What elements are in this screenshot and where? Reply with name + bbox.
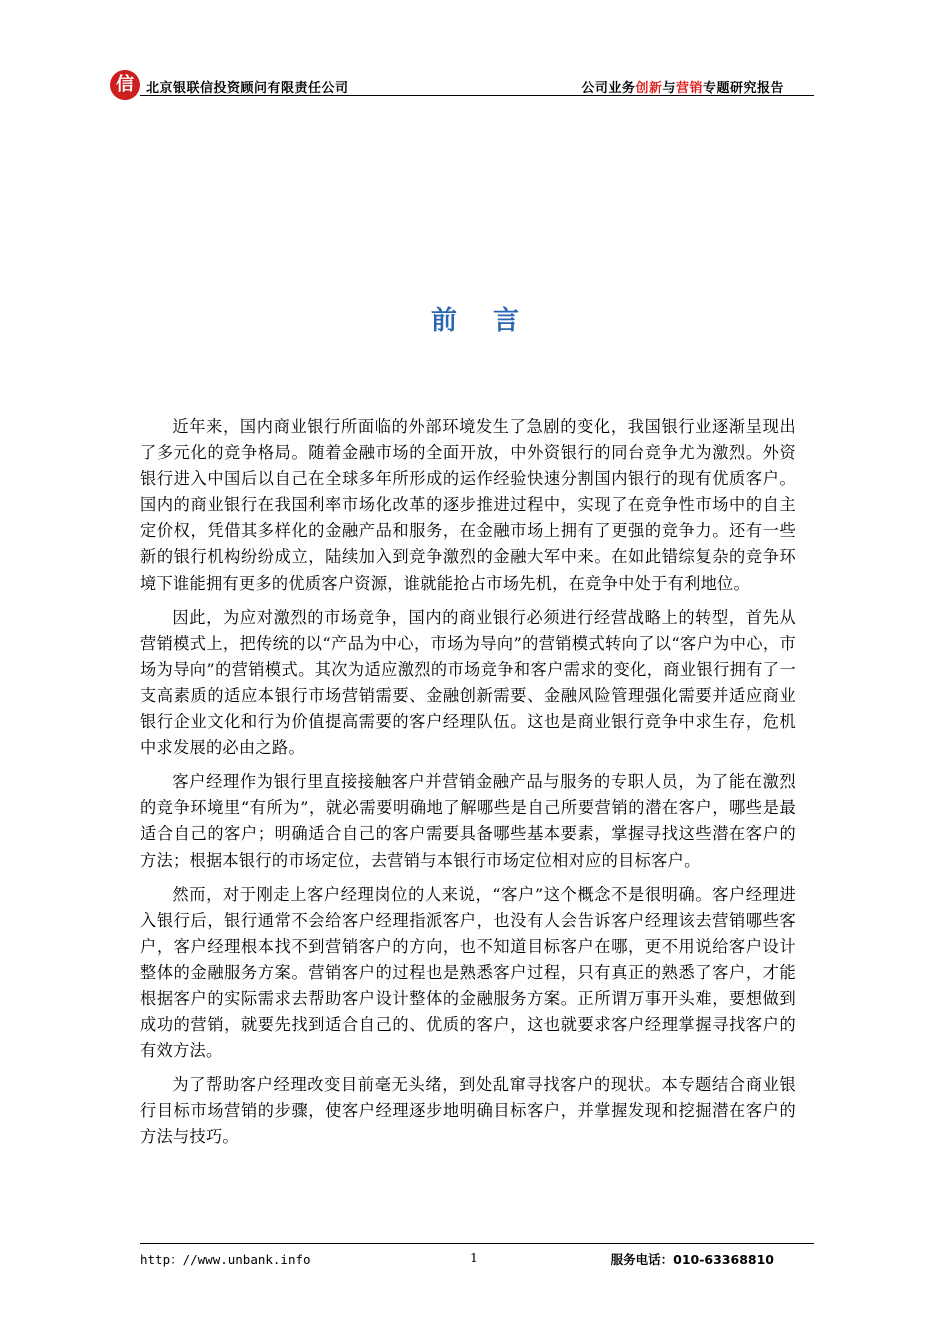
body-text	[140, 414, 796, 1159]
paragraph: 近年来，国内商业银行所面临的外部环境发生了急剧的变化，我国银行业逐渐呈现出了多元化的竞争格局。随着金融市场的全面开放，中外资银行的同台竞争尤为激烈。外资银行进入中国后以自己在全球多年所形成的运作经验快速分割国内银行的现有优质客户。国内的商业银行在我国利率市场化改革的逐步推进过程中，实现了在竞争性市场中的自主定价权，凭借其多样化的金融产品和服务，在金融市场上拥有了更强的竞争力。还有一些新的银行机构纷纷成立，陆续加入到竞争激烈的金融大军中来。在如此错综复杂的竞争环境下谁能拥有更多的优质客户资源，谁就能抢占市场先机，在竞争中处于有利地位。	[140, 417, 796, 593]
report-title	[581, 77, 784, 96]
page-title: 前言	[430, 306, 555, 336]
report-title-part: 专题研究报告	[702, 81, 784, 96]
service-phone: 服务电话：010-63368810	[610, 1252, 774, 1267]
page-number: 1	[470, 1250, 478, 1265]
page-header	[110, 66, 814, 96]
company-logo: 信	[110, 70, 140, 100]
report-title-part: 公司业务	[581, 81, 636, 96]
footer-divider	[140, 1243, 814, 1244]
report-title-highlight: 营销	[675, 81, 703, 96]
paragraph: 为了帮助客户经理改变目前毫无头绪，到处乱窜寻找客户的现状。本专题结合商业银行目标市场营销的步骤，使客户经理逐步地明确目标客户，并掌握发现和挖掘潜在客户的方法与技巧。	[140, 1075, 796, 1147]
company-name: 北京银联信投资顾问有限责任公司	[146, 81, 349, 96]
paragraph: 然而，对于刚走上客户经理岗位的人来说，“客户”这个概念不是很明确。客户经理进入银行后，银行通常不会给客户经理指派客户，也没有人会告诉客户经理该去营销哪些客户，客户经理根本找不到营销客户的方向，也不知道目标客户在哪，更不用说给客户设计整体的金融服务方案。营销客户的过程也是熟悉客户过程，只有真正的熟悉了客户，才能根据客户的实际需求去帮助客户设计整体的金融服务方案。正所谓万事开头难，要想做到成功的营销，就要先找到适合自己的、优质的客户，这也就要求客户经理掌握寻找客户的有效方法。	[140, 884, 796, 1061]
paragraph: 客户经理作为银行里直接接触客户并营销金融产品与服务的专职人员，为了能在激烈的竞争环境里“有所为”，就必需要明确地了解哪些是自己所要营销的潜在客户，哪些是最适合自己的客户；明确适合自己的客户需要具备哪些基本要素，掌握寻找这些潜在客户的方法；根据本银行的市场定位，去营销与本银行市场定位相对应的目标客户。	[140, 772, 796, 870]
header-divider	[140, 95, 814, 96]
page-footer	[140, 1250, 814, 1270]
report-title-highlight: 创新	[635, 81, 663, 96]
report-title-part: 与	[662, 81, 676, 96]
paragraph: 因此，为应对激烈的市场竞争，国内的商业银行必须进行经营战略上的转型，首先从营销模式上，把传统的以“产品为中心，市场为导向”的营销模式转向了以“客户为中心，市场为导向”的营销模式。其次为适应激烈的市场竞争和客户需求的变化，商业银行拥有了一支高素质的适应本银行市场营销需要、金融创新需要、金融风险管理强化需要并适应商业银行企业文化和行为价值提高需要的客户经理队伍。这也是商业银行竞争中求生存，危机中求发展的必由之路。	[140, 607, 796, 758]
website-link[interactable]: http：//www.unbank.info	[140, 1252, 311, 1267]
